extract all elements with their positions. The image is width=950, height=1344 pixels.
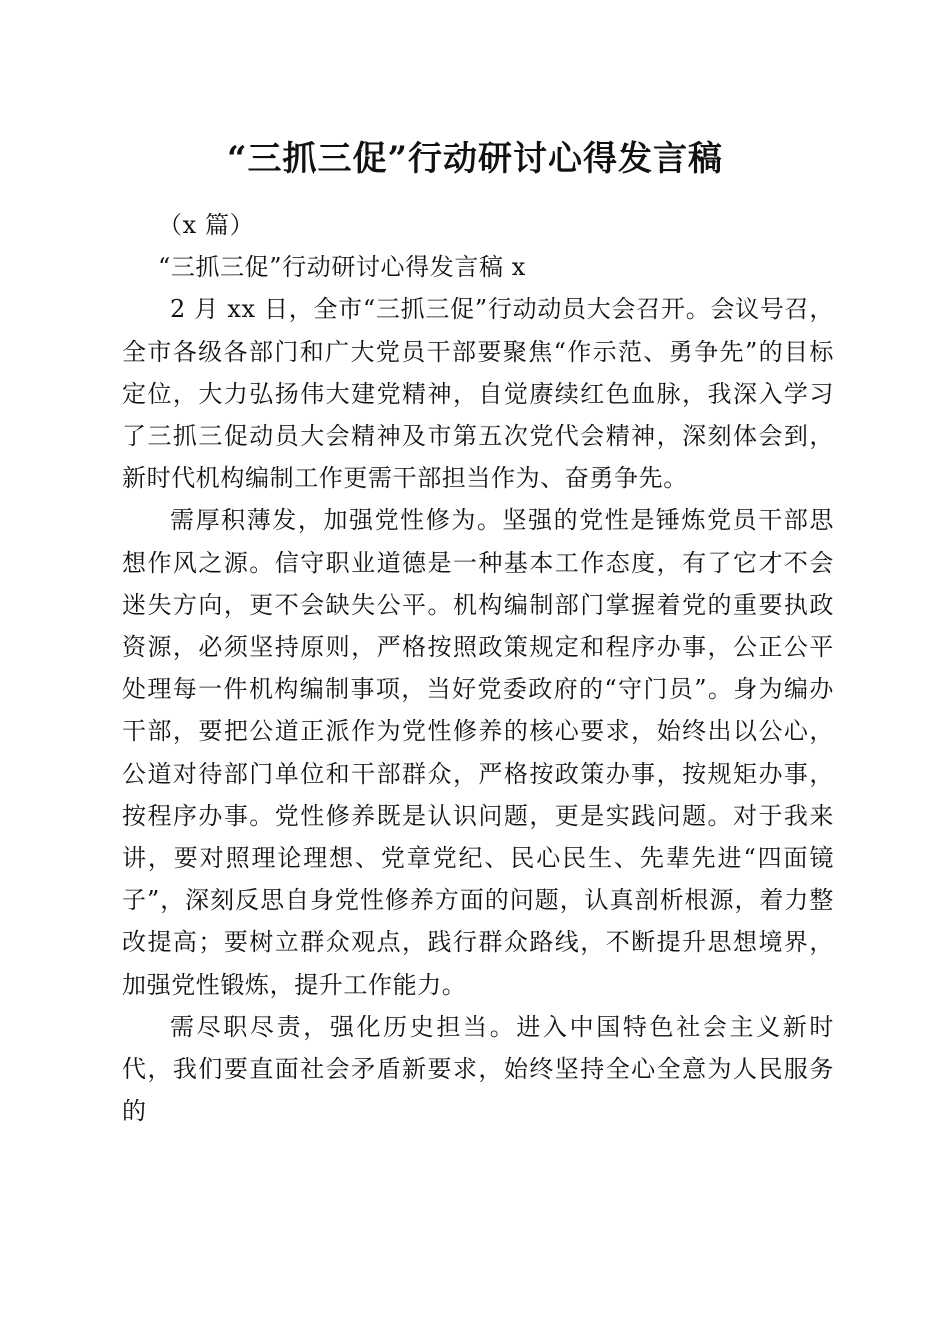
document-body xyxy=(122,204,834,1132)
paragraph-party-spirit: 需厚积薄发，加强党性修为。坚强的党性是锤炼党员干部思想作风之源。信守职业道德是一种基本工作态度，有了它才不会迷失方向，更不会缺失公平。机构编制部门掌握着党的重要执政资源，必须坚持原则，严格按照政策规定和程序办事，公正公平处理每一件机构编制事项，当好党委政府的“守门员”。身为编办干部，要把公道正派作为党性修养的核心要求，始终出以公心，公道对待部门单位和干部群众，严格按政策办事，按规矩办事，按程序办事。党性修养既是认识问题，更是实践问题。对于我来讲，要对照理论理想、党章党纪、民心民生、先辈先进“四面镜子”，深刻反思自身党性修养方面的问题，认真剖析根源，着力整改提高；要树立群众观点，践行群众路线，不断提升思想境界，加强党性锻炼，提升工作能力。 xyxy=(122,506,834,999)
article-subtitle: “三抓三促”行动研讨心得发言稿 x xyxy=(158,253,526,282)
document-title: “三抓三促”行动研讨心得发言稿 xyxy=(226,139,724,179)
paragraph-responsibility: 需尽职尽责，强化历史担当。进入中国特色社会主义新时代，我们要直面社会矛盾新要求，始终坚持全心全意为人民服务的 xyxy=(122,1012,834,1126)
paragraph-intro: 2 月 xx 日，全市“三抓三促”行动动员大会召开。会议号召，全市各级各部门和广大党员干部要聚焦“作示范、勇争先”的目标定位，大力弘扬伟大建党精神，自觉赓续红色血脉，我深入学习了三抓三促动员大会精神及市第五次党代会精神，深刻体会到，新时代机构编制工作更需干部担当作为、奋勇争先。 xyxy=(122,295,834,493)
article-count-note: （x 篇） xyxy=(158,211,255,239)
